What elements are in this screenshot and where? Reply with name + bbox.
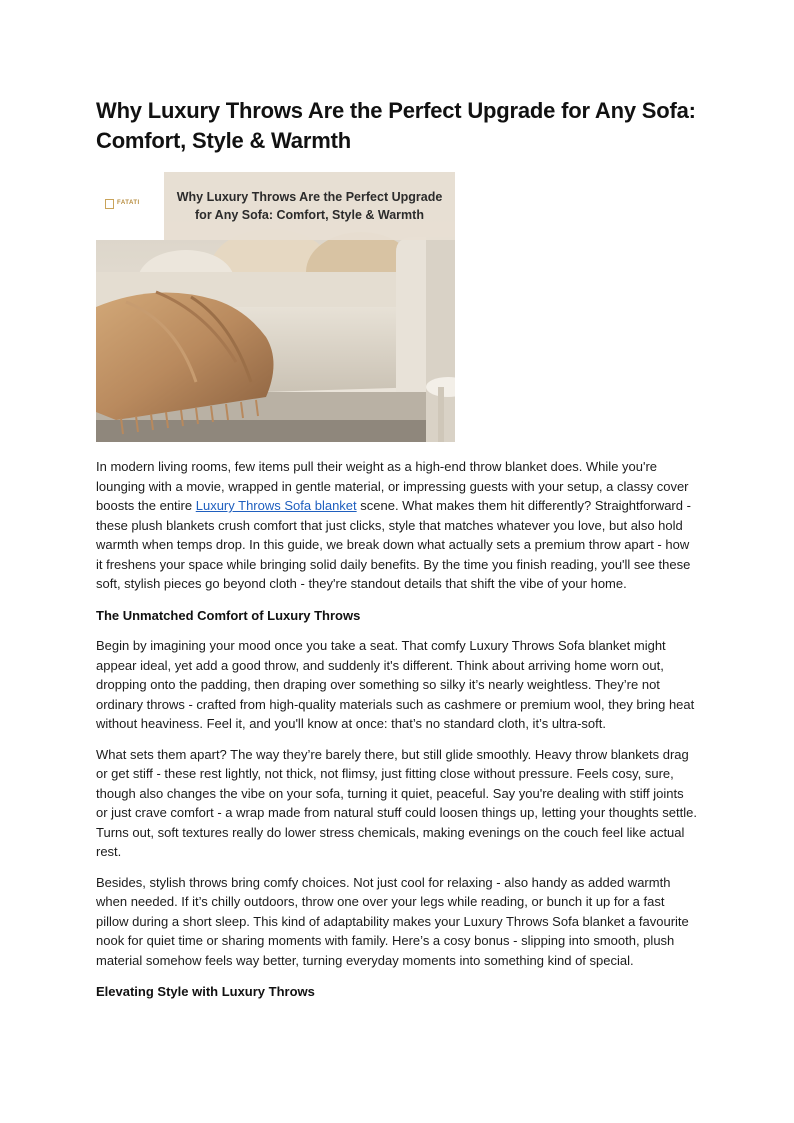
brand-logo	[96, 172, 164, 240]
section-heading-style: Elevating Style with Luxury Throws	[96, 984, 315, 999]
hero-banner	[164, 172, 455, 240]
logo-text: FATATI	[117, 200, 140, 206]
intro-text-after: scene. What makes them hit differently? Straightforward - these plush blankets crush comfort that just clicks, style that matches whatever you love, but also hold warmth when temps drop. In this guide, we break down what actually sets a premium throw apart - how it freshens your space while bringing solid daily benefits. By the time you finish reading, you'll see these soft, stylish pieces go beyond cloth - they're standout details that shift the vibe of your home.	[96, 498, 691, 591]
page-title: Why Luxury Throws Are the Perfect Upgrade for Any Sofa: Comfort, Style & Warmth	[96, 98, 696, 153]
comfort-paragraph-3: Besides, stylish throws bring comfy choices. Not just cool for relaxing - also handy as added warmth when needed. If it’s chilly outdoors, throw one over your legs while reading, or bunch it up for a fast pillow during a short sleep. This kind of adaptability makes your Luxury Throws Sofa blanket a favourite nook for quiet time or sharing moments with family. Here’s a cosy bonus - slipping into smooth, plush material somehow feels way better, turning everyday moments into something kind of special.	[96, 874, 689, 968]
section-heading-comfort: The Unmatched Comfort of Luxury Throws	[96, 607, 361, 623]
intro-paragraph	[96, 457, 698, 594]
comfort-paragraph-1: Begin by imagining your mood once you take a seat. That comfy Luxury Throws Sofa blanket might appear ideal, yet add a good throw, and suddenly it's different. Think about arriving home worn out, dropping onto the padding, then draping over something so silky it’s nearly weightless. They’re not ordinary throws - crafted from high-quality materials such as cashmere or premium wool, they bring heat without heaviness. Feel it, and you'll know at once: that’s no standard cloth, it’s ultra-soft.	[96, 638, 695, 731]
comfort-paragraph-2: What sets them apart? The way they’re barely there, but still glide smoothly. Heavy throw blankets drag or get stiff - these rest lightly, not thick, not flimsy, just fitting close without pressure. Feels cosy, sure, though also changes the vibe on your sofa, turning it quiet, peaceful. Say you're dealing with stiff joints or just crave comfort - a wrap made from natural stuff could loosen things up, letting your thoughts settle. Turns out, soft textures really do lower stress chemicals, making evenings on the couch feel like actual rest.	[96, 746, 697, 859]
article	[96, 96, 698, 1002]
intro-text-before: In modern living rooms, few items pull their weight as a high-end throw blanket does. While you're lounging with a movie, wrapped in gentle material, or impressing guests with your setup, a classy cover boosts the entire	[96, 459, 689, 513]
luxury-throws-link[interactable]: Luxury Throws Sofa blanket	[195, 498, 357, 513]
hero-image	[96, 172, 455, 442]
hero-banner-text: Why Luxury Throws Are the Perfect Upgrade for Any Sofa: Comfort, Style & Warmth	[176, 190, 443, 222]
logo-mark-icon	[105, 199, 114, 209]
